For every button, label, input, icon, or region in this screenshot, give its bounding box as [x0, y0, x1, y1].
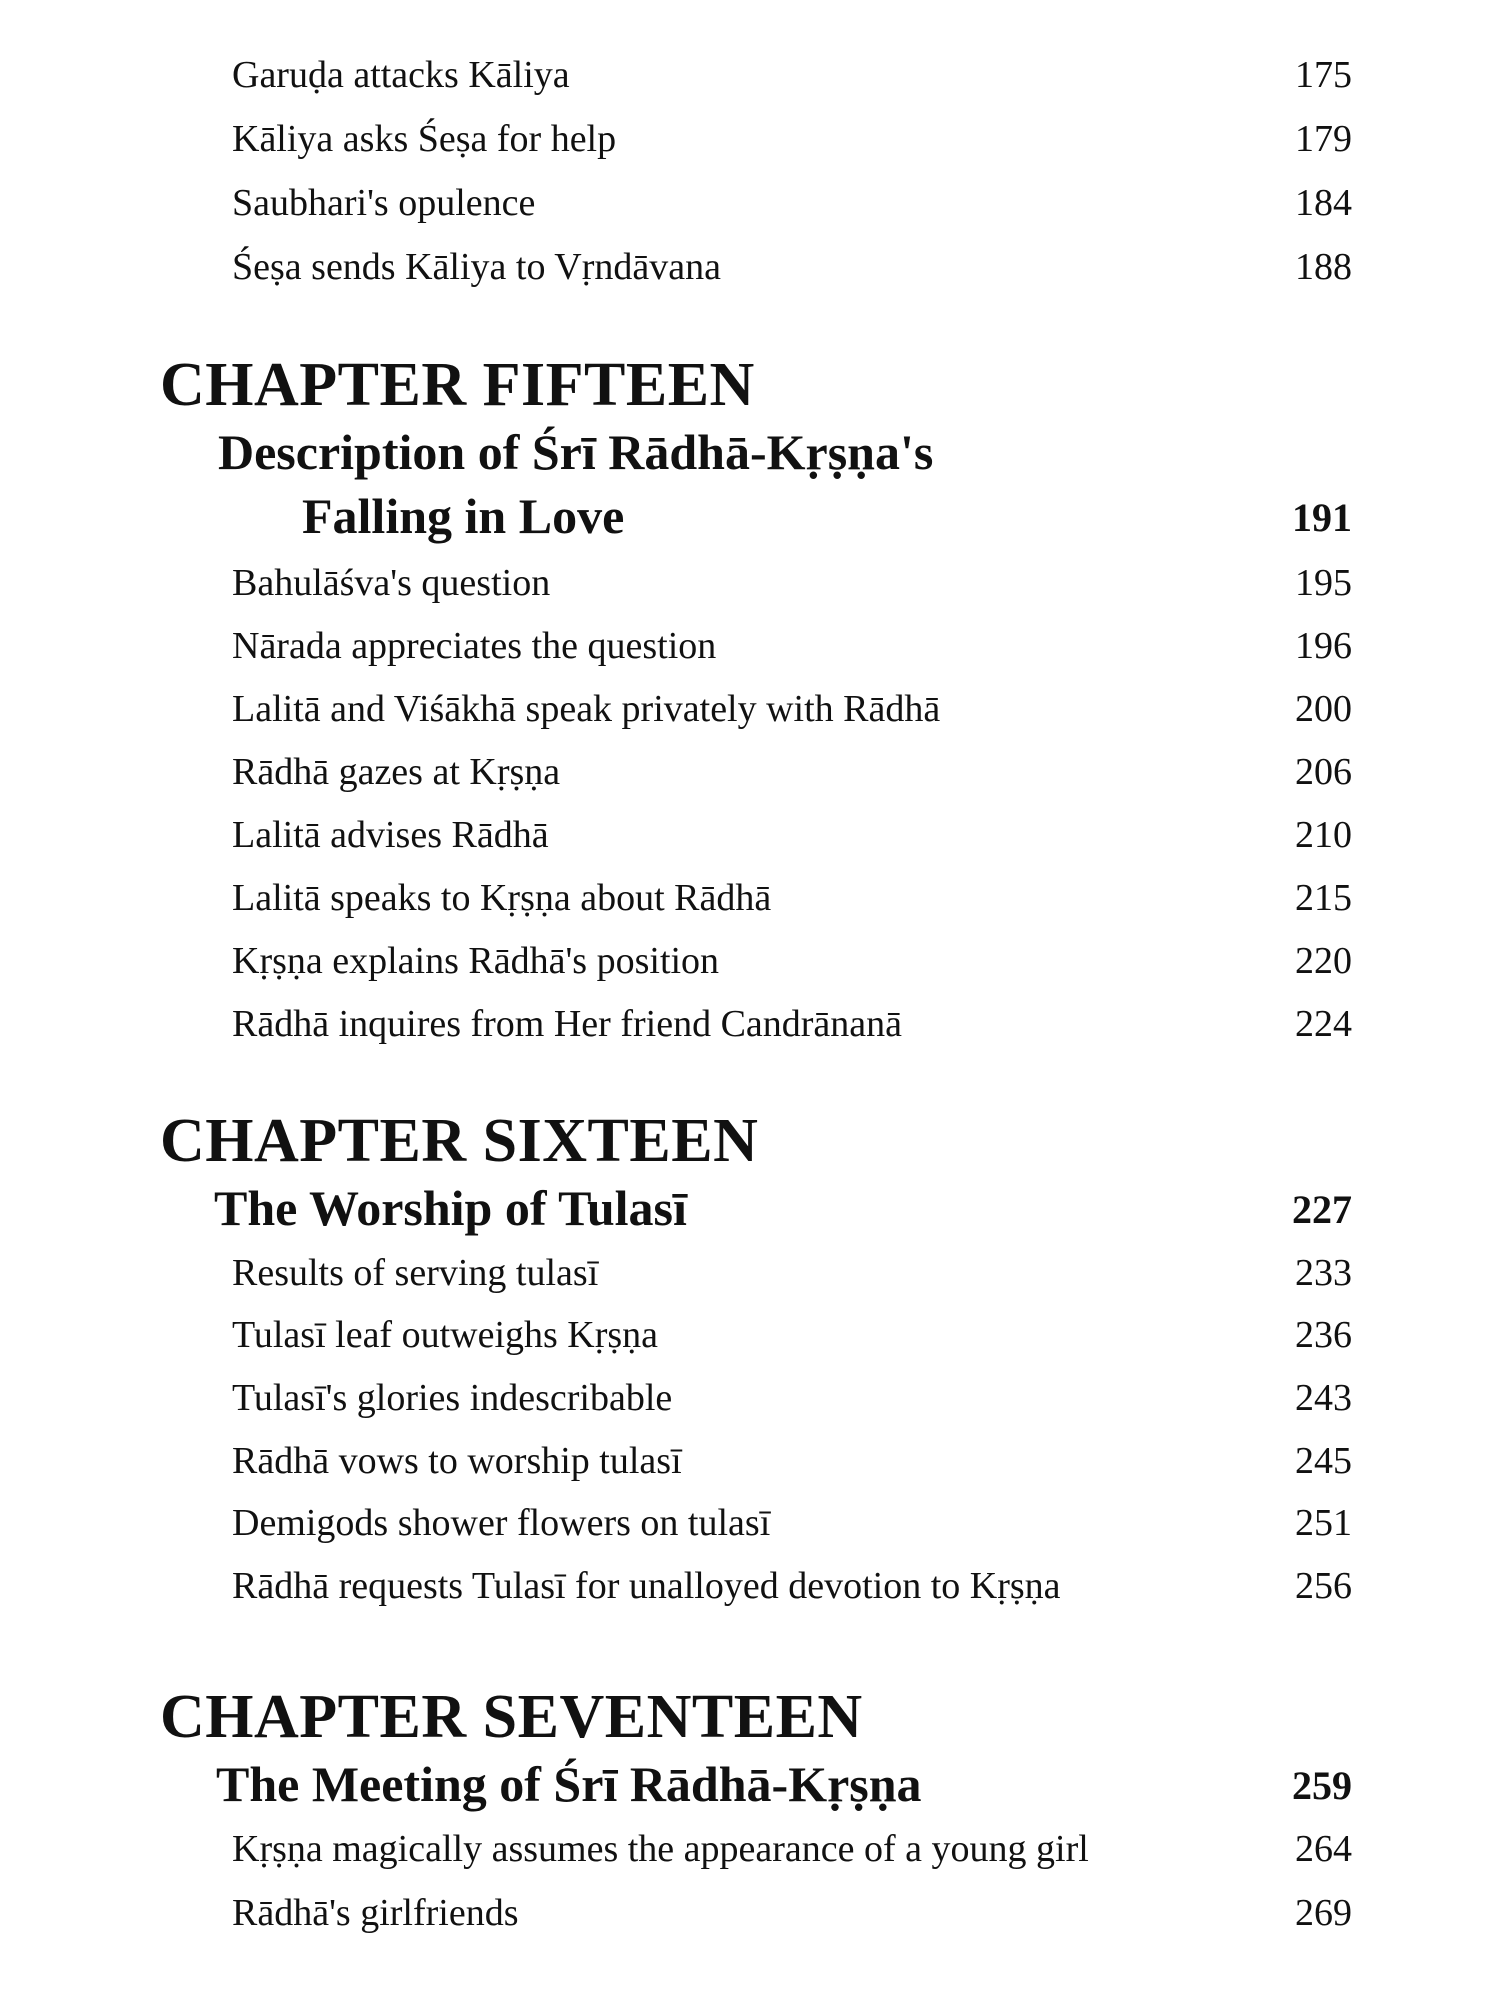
- toc-entry-title: Rādhā requests Tulasī for unalloyed devotion to Kṛṣṇa: [232, 1565, 1061, 1607]
- toc-entry: [232, 552, 1352, 614]
- toc-entry-page: 179: [1295, 118, 1352, 160]
- toc-entry-page: 206: [1295, 751, 1352, 793]
- chapter-page-number: 191: [1292, 495, 1352, 540]
- toc-entry: [232, 236, 1352, 298]
- toc-entry-title: Rādhā's girlfriends: [232, 1892, 519, 1934]
- toc-entry-page: 233: [1295, 1252, 1352, 1294]
- toc-entry: [232, 108, 1352, 170]
- toc-entry: [232, 1367, 1352, 1429]
- toc-entry-title: Nārada appreciates the question: [232, 625, 717, 667]
- toc-entry: [232, 678, 1352, 740]
- toc-entry-title: Kṛṣṇa magically assumes the appearance of a young girl: [232, 1828, 1089, 1870]
- toc-entry: [232, 44, 1352, 106]
- chapter-title-continued: Falling in Love: [302, 488, 625, 544]
- toc-entry-title: Tulasī leaf outweighs Kṛṣṇa: [232, 1314, 659, 1356]
- chapter-title: The Meeting of Śrī Rādhā-Kṛṣṇa: [216, 1756, 922, 1812]
- toc-entry-title: Results of serving tulasī: [232, 1252, 599, 1294]
- toc-entry: [232, 1818, 1352, 1880]
- toc-entry: [232, 1242, 1352, 1304]
- toc-entry-page: 264: [1295, 1828, 1352, 1870]
- toc-entry: [232, 804, 1352, 866]
- toc-entry: [232, 930, 1352, 992]
- chapter-heading: CHAPTER SIXTEEN: [160, 1107, 759, 1175]
- toc-entry: [232, 1492, 1352, 1554]
- toc-entry-page: 188: [1295, 246, 1352, 288]
- toc-entry-title: Rādhā vows to worship tulasī: [232, 1440, 682, 1482]
- toc-entry-page: 224: [1295, 1003, 1352, 1045]
- toc-entry-title: Garuḍa attacks Kāliya: [232, 54, 570, 96]
- toc-entry: [232, 615, 1352, 677]
- toc-entry-page: 251: [1295, 1502, 1352, 1544]
- toc-entry: [232, 172, 1352, 234]
- toc-entry-title: Saubhari's opulence: [232, 182, 536, 224]
- toc-entry-page: 175: [1295, 54, 1352, 96]
- toc-entry-page: 269: [1295, 1892, 1352, 1934]
- toc-entry: [232, 1555, 1352, 1617]
- toc-entry-page: 210: [1295, 814, 1352, 856]
- toc-entry-page: 256: [1295, 1565, 1352, 1607]
- toc-entry: [232, 993, 1352, 1055]
- toc-entry-title: Lalitā and Viśākhā speak privately with Rādhā: [232, 688, 941, 730]
- toc-entry-page: 245: [1295, 1440, 1352, 1482]
- toc-entry-title: Rādhā gazes at Kṛṣṇa: [232, 751, 561, 793]
- toc-entry-page: 195: [1295, 562, 1352, 604]
- toc-entry-page: 196: [1295, 625, 1352, 667]
- toc-entry: [232, 741, 1352, 803]
- toc-entry-title: Bahulāśva's question: [232, 562, 551, 604]
- toc-entry-page: 200: [1295, 688, 1352, 730]
- toc-entry-title: Lalitā advises Rādhā: [232, 814, 549, 856]
- toc-entry-page: 220: [1295, 940, 1352, 982]
- toc-entry: [232, 867, 1352, 929]
- chapter-title: The Worship of Tulasī: [214, 1180, 687, 1236]
- toc-entry-title: Tulasī's glories indescribable: [232, 1377, 673, 1419]
- chapter-heading: CHAPTER SEVENTEEN: [160, 1683, 863, 1751]
- toc-entry-title: Śeṣa sends Kāliya to Vṛndāvana: [232, 246, 721, 288]
- toc-entry-page: 236: [1295, 1314, 1352, 1356]
- chapter-page-number: 227: [1292, 1187, 1352, 1232]
- chapter-heading: CHAPTER FIFTEEN: [160, 351, 755, 419]
- toc-entry-title: Rādhā inquires from Her friend Candrānanā: [232, 1003, 903, 1045]
- toc-entry-title: Kṛṣṇa explains Rādhā's position: [232, 940, 720, 982]
- toc-entry-page: 215: [1295, 877, 1352, 919]
- toc-entry-title: Lalitā speaks to Kṛṣṇa about Rādhā: [232, 877, 772, 919]
- toc-entry-page: 184: [1295, 182, 1352, 224]
- toc-entry-title: Demigods shower flowers on tulasī: [232, 1502, 771, 1544]
- toc-entry: [232, 1304, 1352, 1366]
- chapter-title: Description of Śrī Rādhā-Kṛṣṇa's: [218, 424, 934, 480]
- chapter-page-number: 259: [1292, 1763, 1352, 1808]
- toc-entry: [232, 1882, 1352, 1944]
- toc-entry-page: 243: [1295, 1377, 1352, 1419]
- toc-entry: [232, 1430, 1352, 1492]
- toc-entry-title: Kāliya asks Śeṣa for help: [232, 118, 617, 160]
